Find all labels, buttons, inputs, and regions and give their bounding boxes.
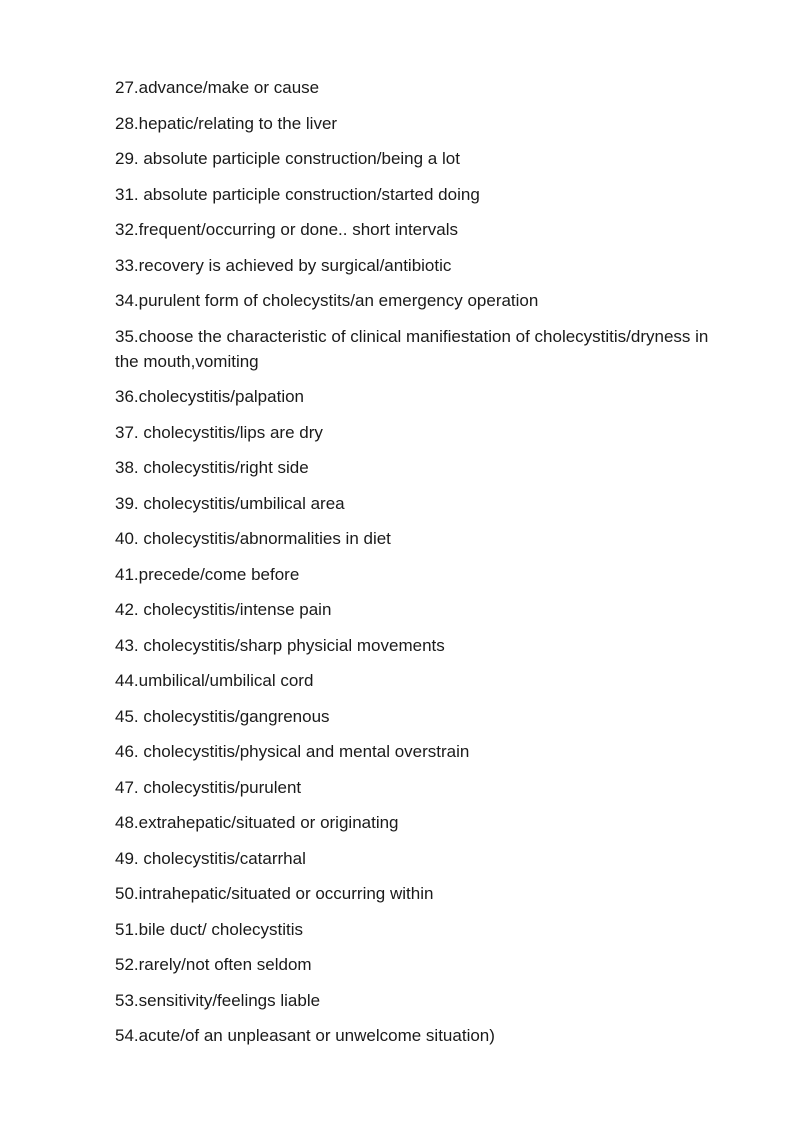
list-item: 48.extrahepatic/situated or originating [115,813,399,832]
list-item: 27.advance/make or cause [115,78,320,97]
list-item: 36.cholecystitis/palpation [115,387,305,406]
list-item: 53.sensitivity/feelings liable [115,990,321,1010]
list-item: 42. cholecystitis/intense pain [115,600,332,619]
list-item: 31. absolute participle construction/started doing [115,184,480,204]
list-item: 41.precede/come before [115,564,300,584]
list-item: 39. cholecystitis/umbilical area [115,493,345,513]
list-item: 40. cholecystitis/abnormalities in diet [115,529,391,548]
list-item: 51.bile duct/ cholecystitis [115,919,304,939]
list-item: 46. cholecystitis/physical and mental overstrain [115,742,470,761]
list-item: 37. cholecystitis/lips are dry [115,422,323,442]
list-item: 45. cholecystitis/gangrenous [115,706,330,726]
list-item: 33.recovery is achieved by surgical/antibiotic [115,255,452,275]
list-item: 38. cholecystitis/right side [115,458,309,477]
list-item: 28.hepatic/relating to the liver [115,113,338,133]
list-item: 35.choose the characteristic of clinical manifiestation of cholecystitis/dryness in the mouth,vomiting [115,326,709,371]
list-item: 49. cholecystitis/catarrhal [115,848,306,868]
list-item: 44.umbilical/umbilical cord [115,671,314,690]
list-item: 54.acute/of an unpleasant or unwelcome situation) [115,1026,495,1045]
answer-list [115,75,735,1059]
list-item: 50.intrahepatic/situated or occurring within [115,884,434,903]
list-item: 43. cholecystitis/sharp physicial movements [115,635,445,655]
list-item: 47. cholecystitis/purulent [115,777,302,797]
list-item: 34.purulent form of cholecystits/an emergency operation [115,291,539,310]
list-item: 52.rarely/not often seldom [115,955,312,974]
list-item: 29. absolute participle construction/being a lot [115,149,460,168]
list-item: 32.frequent/occurring or done.. short intervals [115,220,459,239]
